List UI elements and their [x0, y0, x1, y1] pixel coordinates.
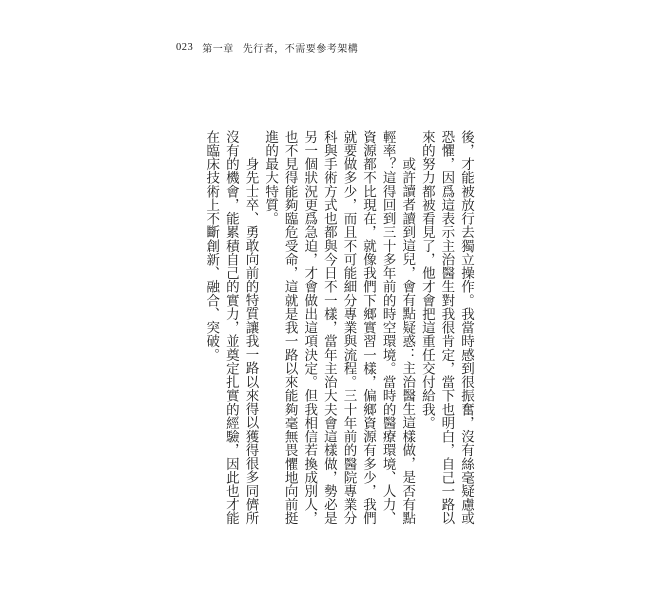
chapter-title: 先行者，不需要參考架構 [242, 43, 359, 55]
paragraph: 或許讀者讀到這兒，會有點疑惑：主治醫生這樣做，是否有點輕率？這得回到三十多年前的時空環境。當時的醫療環境、人力、資源都不比現在，就像我們下鄉實習一樣，偏鄉資源有多少，我們就要做多少，而且不可能細分專業與流程。三十年前的醫院專業分科與手術方式也都與今日不一樣，當年主治大夫會這樣做，勢必是另一個狀況更爲急迫，才會做出這項決定。但我相信若換成別人，也不見得能夠臨危受命，這就是我一路以來能夠毫無畏懼地向前挺進的最大特質。 [262, 130, 416, 525]
paragraph-continued: 後，才能被放行去獨立操作。我當時感到很振奮，沒有絲毫疑慮或恐懼，因爲這表示主治醫生對我很肯定，當下也明白，自己一路以來的努力都被看見了，他才會把這重任交付給我。 [418, 130, 474, 525]
vertical-body-text [177, 130, 475, 530]
chapter-label: 第一章 [202, 43, 234, 55]
running-header [176, 40, 358, 54]
page-number: 023 [176, 41, 194, 53]
paragraph: 身先士卒、勇敢向前的特質讓我一路以來得以獲得很多同儕所沒有的機會，能累積自己的實力，並奠定扎實的經驗，因此也才能在臨床技術上不斷創新、融合、突破。 [203, 130, 259, 525]
